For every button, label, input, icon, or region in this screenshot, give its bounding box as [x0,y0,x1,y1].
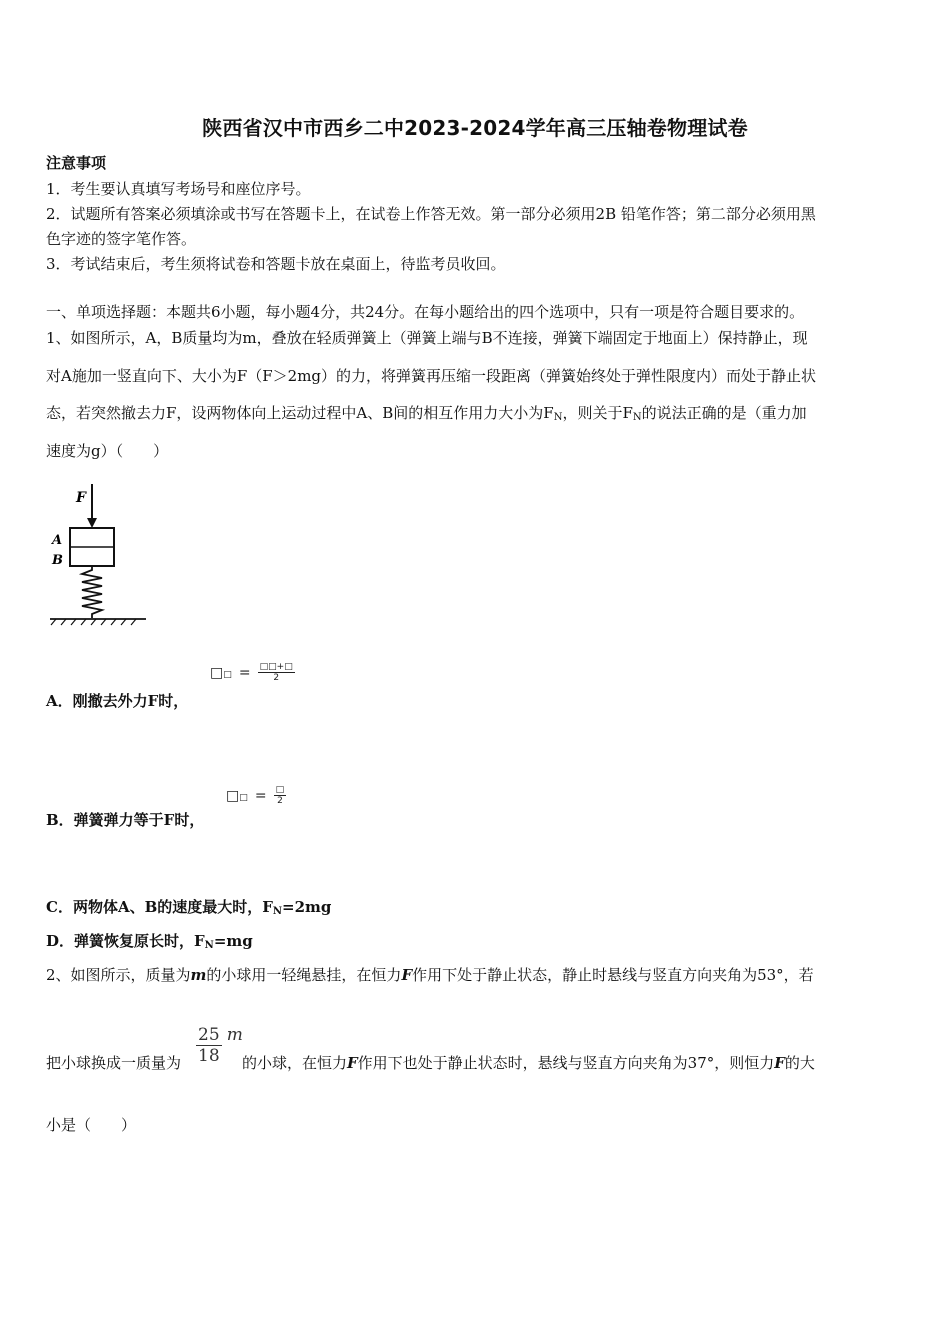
option-d: D．弹簧恢复原长时，$F_N=mg$ [46,932,253,951]
spring-block-figure [46,482,152,628]
option-a: A．刚撤去外力F时， [46,692,189,710]
q2-line-2-rest: 的小球，在恒力F作用下也处于静止状态时，悬线与竖直方向夹角为37°，则恒力F的大 [242,1054,815,1072]
section-heading: 一、单项选择题：本题共6小题，每小题4分，共24分。在每小题给出的四个选项中，只有一项是符合题目要求的。 [46,303,805,321]
block-b-label: B [52,553,63,568]
notice-item-2-cont: 色字迹的签字笔作答。 [46,230,197,248]
q1-line-3a: 态，若突然撤去力F，设两物体向上运动过程中A、B间的相互作用力大小为F [46,404,554,422]
option-c: C．两物体A、B的速度最大时，$F_N=2mg$ [46,898,332,917]
q1-line-4: 速度为g）（ ） [46,442,169,460]
option-b: B．弹簧弹力等于F时， [46,811,205,829]
q1-line-3b: ，则关于F [562,404,633,422]
notice-item-1: 1．考生要认真填写考场号和座位序号。 [46,180,311,198]
block-a-label: A [52,533,63,548]
q2-line-3: 小是（ ） [46,1116,137,1134]
q1-line-3c: 的说法正确的是（重力加 [641,404,807,422]
q2-line-1: 2、如图所示，质量为m的小球用一轻绳悬挂，在恒力F作用下处于静止状态，静止时悬线与竖直方向夹角为53°，若 [46,966,814,984]
force-label: F [76,490,86,506]
page-title: 陕西省汉中市西乡二中2023-2024学年高三压轴卷物理试卷 [202,116,748,140]
notice-heading: 注意事项 [46,154,107,172]
spring [82,566,102,618]
ground-hatch [51,619,136,625]
notice-item-2: 2．试题所有答案必须填涂或书写在答题卡上，在试卷上作答无效。第一部分必须用2B 铅笔作答；第二部分必须用黑 [46,205,816,223]
option-a-formula: □□ = $\frac{□□+□}{2}$ [210,662,293,683]
notice-item-3: 3．考试结束后，考生须将试卷和答题卡放在桌面上，待监考员收回。 [46,255,506,273]
subscript-n: N [553,412,563,423]
q1-line-2: 对A施加一竖直向下、大小为F（F＞2mg）的力，将弹簧再压缩一段距离（弹簧始终处于弹性限度内）而处于静止状 [46,367,817,385]
q2-line-2: 把小球换成一质量为 [46,1054,182,1072]
mass-fraction: $\frac{25}{18}$ m [198,1025,243,1066]
option-b-formula: □□ = $\frac{□}{2}$ [226,785,285,806]
q1-line-3 [46,402,807,423]
force-arrow-head [87,518,97,528]
subscript-n: N [632,412,642,423]
q1-line-1: 1、如图所示，A，B质量均为m，叠放在轻质弹簧上（弹簧上端与B不连接，弹簧下端固定于地面上）保持静止，现 [46,329,808,347]
